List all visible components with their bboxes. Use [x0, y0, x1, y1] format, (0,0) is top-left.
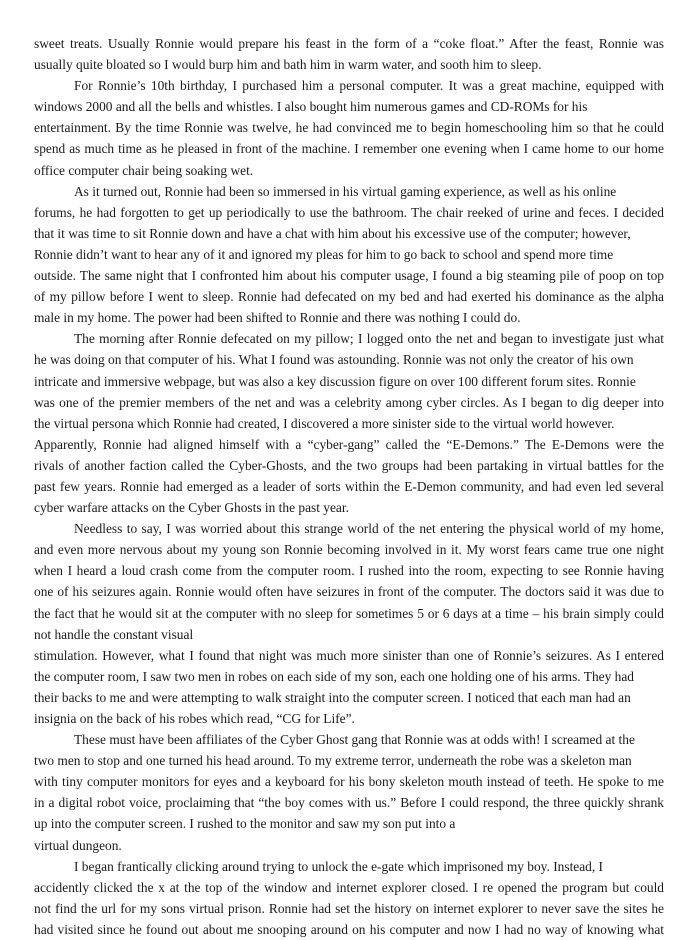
text-line: past few years. Ronnie had emerged as a leader of sorts within the E-Demon community, and had even led several: [34, 478, 664, 494]
text-line: the computer room, I saw two men in robes on each side of my son, each one holding one of his arms. They had: [34, 668, 634, 684]
text-line: their backs to me and were attempting to walk straight into the computer screen. I noticed that each man had an: [34, 689, 631, 705]
text-line: entertainment. By the time Ronnie was twelve, he had convinced me to begin homeschooling him so that he could: [34, 120, 664, 136]
text-line: intricate and immersive webpage, but was also a key discussion figure on over 100 different forum sites. Ronnie: [34, 373, 636, 389]
text-line: office computer chair being soaking wet.: [34, 162, 254, 178]
document-body: [34, 33, 664, 940]
text-line: male in my home. The power had been shifted to Ronnie and there was nothing I could do.: [34, 310, 521, 326]
text-line: of my pillow before I went to sleep. Ronnie had defecated on my bed and had exerted his dominance as the alpha: [34, 289, 664, 305]
text-line: was one of the premier members of the net and was a celebrity among cyber circles. As I began to dig deeper into: [34, 394, 664, 410]
text-line: in a digital robot voice, proclaiming that “the boy comes with us.” Before I could respond, the three quickly shrank: [34, 795, 664, 811]
text-line: he was doing on that computer of his. What I found was astounding. Ronnie was not only the creator of his own: [34, 352, 634, 368]
text-line: Apparently, Ronnie had aligned himself with a “cyber-gang” called the “E-Demons.” The E-Demons were the: [34, 436, 664, 452]
paragraph-first-line: Needless to say, I was worried about this strange world of the net entering the physical world of my home,: [74, 521, 664, 537]
text-line: the fact that he would sit at the computer with no sleep for sometimes 5 or 6 days at a time – his brain simply could: [34, 605, 664, 621]
text-line: accidently clicked the x at the top of the window and internet explorer closed. I re opened the program but could: [34, 879, 664, 895]
text-line: up into the computer screen. I rushed to the monitor and saw my son put into a: [34, 816, 456, 832]
text-line: insignia on the back of his robes which read, “CG for Life”.: [34, 711, 355, 726]
text-line: spend as much time as he pleased in front of the machine. I remember one evening when I came home to our home: [34, 141, 664, 157]
text-line: and even more nervous about my young son Ronnie becoming involved in it. My worst fears came true one night: [34, 542, 664, 558]
text-line: with tiny computer monitors for eyes and a keyboard for his bony skeleton mouth instead of teeth. He spoke to me: [34, 774, 664, 790]
text-line: the virtual persona which Ronnie had created, I discovered a more sinister side to the virtual world however.: [34, 415, 615, 431]
text-line: not handle the constant visual: [34, 626, 194, 642]
text-line: that it was time to sit Ronnie down and have a chat with him about his excessive use of the computer; however,: [34, 225, 631, 241]
text-line: one of his seizures again. Ronnie would often have seizures in front of the computer. The doctors said it was due to: [34, 584, 664, 600]
paragraph-first-line: As it turned out, Ronnie had been so immersed in his virtual gaming experience, as well as his online: [74, 183, 617, 199]
text-line: windows 2000 and all the bells and whistles. I also bought him numerous games and CD-ROMs for his: [34, 99, 588, 115]
text-line: rivals of another faction called the Cyber-Ghosts, and the two groups had been partaking in virtual battles for the: [34, 457, 664, 473]
text-line: usually quite bloated so I would burp him and bath him in warm water, and sooth him to sleep.: [34, 57, 542, 73]
text-line: virtual dungeon.: [34, 837, 122, 853]
text-line: stimulation. However, what I found that night was much more sinister than one of Ronnie’s seizures. As I entered: [34, 647, 664, 663]
text-line: cyber warfare attacks on the Cyber Ghosts in the past year.: [34, 500, 349, 516]
paragraph-first-line: These must have been affiliates of the Cyber Ghost gang that Ronnie was at odds with! I screamed at the: [74, 732, 635, 748]
text-line: had visited since he found out about me snooping around on his computer and now I had no way of knowing what: [34, 921, 664, 937]
text-line: not find the url for my sons virtual prison. Ronnie had set the history on internet explorer to never save the sites he: [34, 900, 664, 916]
text-line: forums, he had forgotten to get up periodically to use the bathroom. The chair reeked of urine and feces. I decided: [34, 204, 664, 220]
paragraph-first-line: For Ronnie’s 10th birthday, I purchased him a personal computer. It was a great machine, equipped with: [74, 78, 664, 94]
text-line: outside. The same night that I confronted him about his computer usage, I found a big steaming pile of poop on top: [34, 268, 664, 284]
text-line: two men to stop and one turned his head around. To my extreme terror, underneath the robe was a skeleton man: [34, 753, 632, 769]
text-line: Ronnie didn’t want to hear any of it and ignored my pleas for him to go back to school and spend more time: [34, 246, 614, 262]
paragraph-first-line: I began frantically clicking around trying to unlock the e-gate which imprisoned my boy. Instead, I: [74, 858, 604, 874]
text-line: when I heard a loud crash come from the computer room. I rushed into the room, expecting to see Ronnie having: [34, 563, 664, 579]
text-line: sweet treats. Usually Ronnie would prepare his feast in the form of a “coke float.” After the feast, Ronnie was: [34, 36, 664, 51]
paragraph-first-line: The morning after Ronnie defecated on my pillow; I logged onto the net and began to investigate just what: [74, 331, 664, 347]
